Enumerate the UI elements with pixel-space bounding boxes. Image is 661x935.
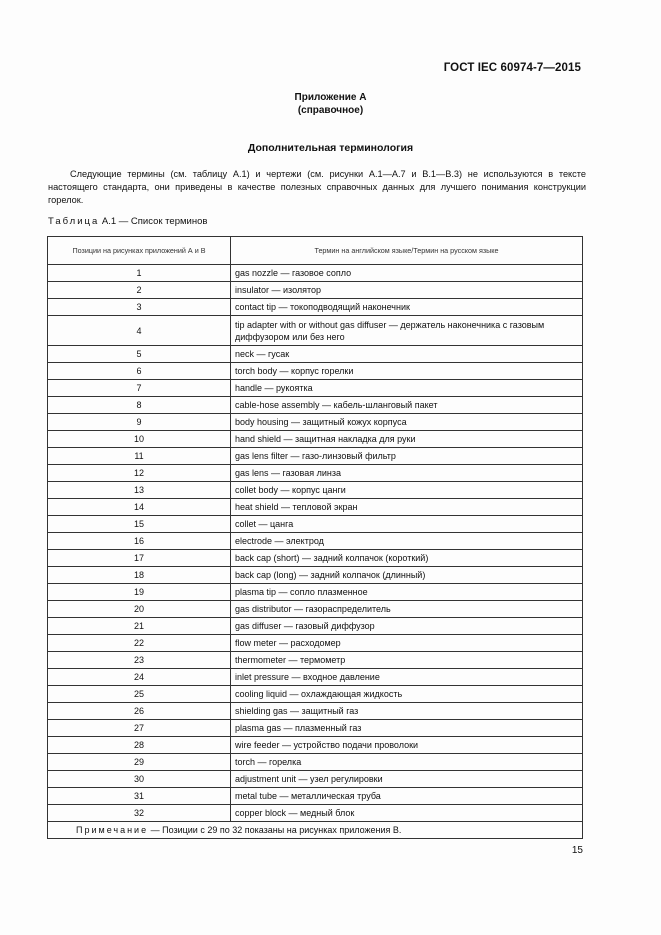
- row-term: plasma gas — плазменный газ: [231, 720, 583, 737]
- row-position: 21: [48, 618, 231, 635]
- table-row: [48, 601, 583, 618]
- section-title: Дополнительная терминология: [247, 142, 414, 154]
- table-note: [48, 822, 583, 839]
- table-row: [48, 380, 583, 397]
- row-position: 13: [48, 482, 231, 499]
- row-position: 2: [48, 282, 231, 299]
- row-position: 19: [48, 584, 231, 601]
- row-term: gas distributor — газораспределитель: [231, 601, 583, 618]
- table-row: [48, 567, 583, 584]
- annex-title: Приложение А: [294, 92, 367, 103]
- row-term: gas nozzle — газовое сопло: [231, 265, 583, 282]
- row-position: 15: [48, 516, 231, 533]
- row-term: cooling liquid — охлаждающая жидкость: [231, 686, 583, 703]
- row-term: hand shield — защитная накладка для руки: [231, 431, 583, 448]
- row-position: 17: [48, 550, 231, 567]
- table-row: [48, 265, 583, 282]
- table-row: [48, 550, 583, 567]
- table-row: [48, 669, 583, 686]
- row-term: neck — гусак: [231, 346, 583, 363]
- row-position: 26: [48, 703, 231, 720]
- annex-subtitle: (справочное): [297, 105, 364, 116]
- header-position: Позиции на рисунках приложений А и В: [48, 237, 231, 265]
- table-row: [48, 771, 583, 788]
- row-term: insulator — изолятор: [231, 282, 583, 299]
- row-term: flow meter — расходомер: [231, 635, 583, 652]
- row-term: electrode — электрод: [231, 533, 583, 550]
- table-row: [48, 618, 583, 635]
- row-position: 28: [48, 737, 231, 754]
- table-row: [48, 703, 583, 720]
- row-term: wire feeder — устройство подачи проволоки: [231, 737, 583, 754]
- table-row: [48, 635, 583, 652]
- table-header-row: [48, 237, 583, 265]
- table-row: [48, 282, 583, 299]
- row-term: tip adapter with or without gas diffuser — держатель наконечника с газовым диффузором или без него: [231, 316, 583, 346]
- row-term: torch body — корпус горелки: [231, 363, 583, 380]
- table-caption: [48, 216, 207, 227]
- row-term: handle — рукоятка: [231, 380, 583, 397]
- row-term: shielding gas — защитный газ: [231, 703, 583, 720]
- row-position: 30: [48, 771, 231, 788]
- row-term: contact tip — токоподводящий наконечник: [231, 299, 583, 316]
- table-row: [48, 584, 583, 601]
- row-position: 27: [48, 720, 231, 737]
- table-row: [48, 346, 583, 363]
- table-row: [48, 465, 583, 482]
- row-term: plasma tip — сопло плазменное: [231, 584, 583, 601]
- table-row: [48, 788, 583, 805]
- annex-heading: [0, 91, 661, 117]
- row-term: adjustment unit — узел регулировки: [231, 771, 583, 788]
- table-row: [48, 720, 583, 737]
- table-caption-label: Таблица: [48, 216, 100, 227]
- row-term: gas lens filter — газо-линзовый фильтр: [231, 448, 583, 465]
- table-caption-text: А.1 — Список терминов: [99, 216, 208, 227]
- row-position: 5: [48, 346, 231, 363]
- table-row: [48, 737, 583, 754]
- table-row: [48, 652, 583, 669]
- row-position: 16: [48, 533, 231, 550]
- table-row: [48, 516, 583, 533]
- row-term: torch — горелка: [231, 754, 583, 771]
- table-row: [48, 397, 583, 414]
- table-row: [48, 482, 583, 499]
- table-note-row: [48, 822, 583, 839]
- row-term: back cap (short) — задний колпачок (короткий): [231, 550, 583, 567]
- row-position: 25: [48, 686, 231, 703]
- row-position: 14: [48, 499, 231, 516]
- table-row: [48, 414, 583, 431]
- row-position: 31: [48, 788, 231, 805]
- row-term: cable-hose assembly — кабель-шланговый пакет: [231, 397, 583, 414]
- note-label: Примечание: [76, 825, 149, 835]
- row-term: heat shield — тепловой экран: [231, 499, 583, 516]
- table-row: [48, 431, 583, 448]
- row-position: 1: [48, 265, 231, 282]
- row-position: 3: [48, 299, 231, 316]
- row-term: back cap (long) — задний колпачок (длинный): [231, 567, 583, 584]
- page-number: 15: [571, 845, 583, 856]
- table-row: [48, 533, 583, 550]
- terms-table-body: [48, 265, 583, 839]
- header-term: Термин на английском языке/Термин на русском языке: [231, 237, 583, 265]
- row-position: 6: [48, 363, 231, 380]
- table-row: [48, 805, 583, 822]
- intro-paragraph: Следующие термины (см. таблицу А.1) и чертежи (см. рисунки А.1—А.7 и В.1—В.3) не используются в тексте настоящего стандарта, они приведены в качестве полезных справочных данных для лучшего понимания конструкции горелок.: [48, 169, 586, 205]
- row-term: collet body — корпус цанги: [231, 482, 583, 499]
- table-row: [48, 448, 583, 465]
- row-position: 20: [48, 601, 231, 618]
- table-row: [48, 316, 583, 346]
- row-term: thermometer — термометр: [231, 652, 583, 669]
- row-position: 32: [48, 805, 231, 822]
- row-position: 23: [48, 652, 231, 669]
- row-term: inlet pressure — входное давление: [231, 669, 583, 686]
- table-row: [48, 363, 583, 380]
- row-position: 18: [48, 567, 231, 584]
- row-term: body housing — защитный кожух корпуса: [231, 414, 583, 431]
- row-position: 4: [48, 316, 231, 346]
- table-row: [48, 754, 583, 771]
- row-position: 9: [48, 414, 231, 431]
- row-term: gas lens — газовая линза: [231, 465, 583, 482]
- row-term: copper block — медный блок: [231, 805, 583, 822]
- row-position: 7: [48, 380, 231, 397]
- table-row: [48, 299, 583, 316]
- row-term: gas diffuser — газовый диффузор: [231, 618, 583, 635]
- row-position: 12: [48, 465, 231, 482]
- row-term: metal tube — металлическая труба: [231, 788, 583, 805]
- note-text: — Позиции с 29 по 32 показаны на рисунках приложения В.: [148, 825, 402, 835]
- row-position: 11: [48, 448, 231, 465]
- row-position: 8: [48, 397, 231, 414]
- row-position: 24: [48, 669, 231, 686]
- terms-table: [47, 236, 583, 839]
- row-term: collet — цанга: [231, 516, 583, 533]
- row-position: 10: [48, 431, 231, 448]
- row-position: 29: [48, 754, 231, 771]
- row-position: 22: [48, 635, 231, 652]
- standard-code: ГОСТ IEC 60974-7—2015: [443, 62, 581, 74]
- table-row: [48, 686, 583, 703]
- table-row: [48, 499, 583, 516]
